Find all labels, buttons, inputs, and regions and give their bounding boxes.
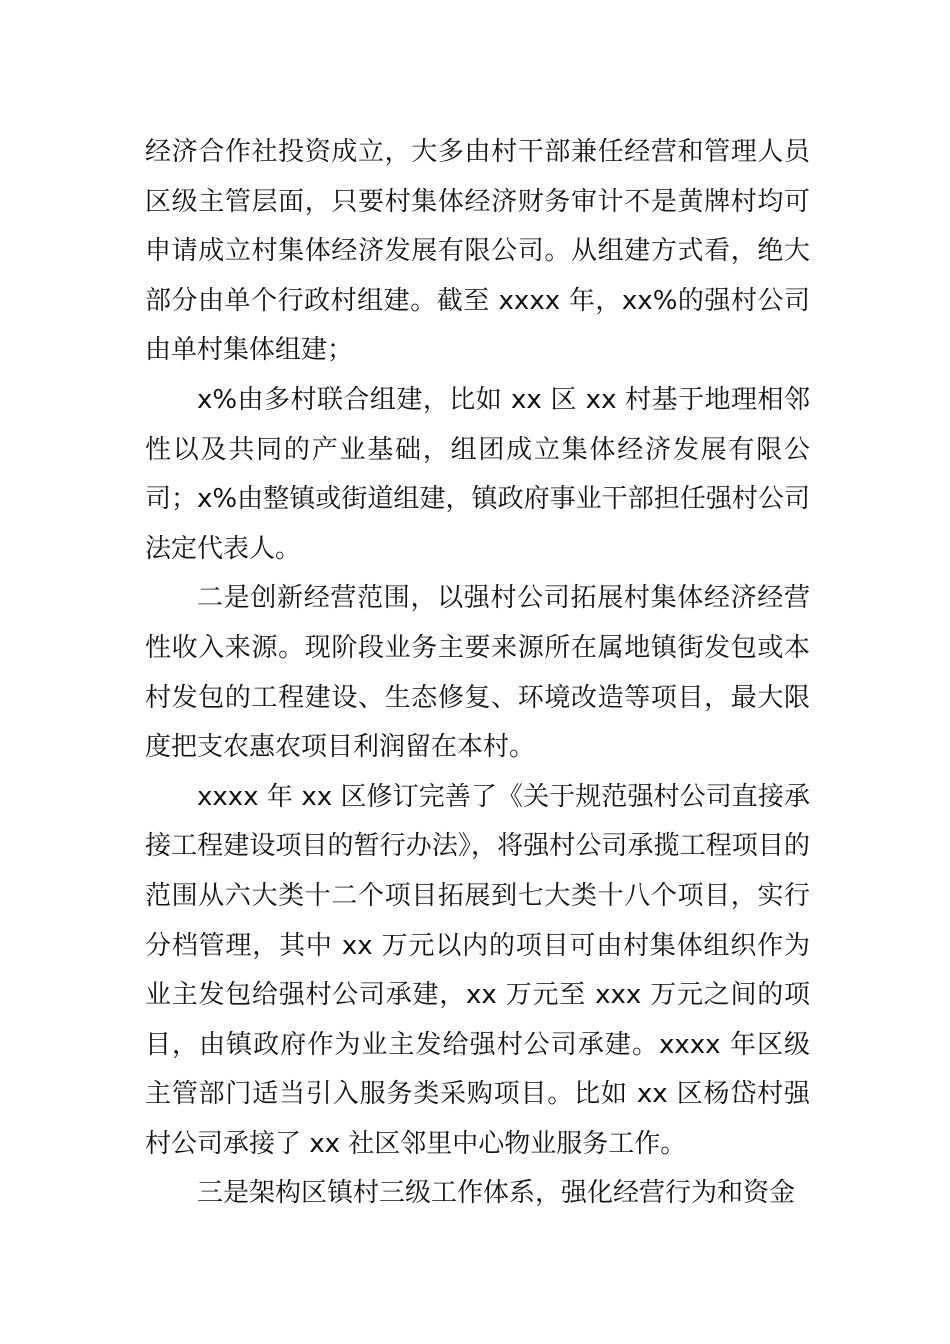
paragraph-4: xxxx 年 xx 区修订完善了《关于规范强村公司直接承接工程建设项目的暂行办法》，将强村公司承揽工程项目的范围从六大类十二个项目拓展到七大类十八个项目，实行分档管理，其中 xx 万元以内的项目可由村集体组织作为业主发包给强村公司承建，xx 万元至 xxx 万元之间的项目，由镇政府作为业主发给强村公司承建。xxxx 年区级主管部门适当引入服务类采购项目。比如 xx 区杨岱村强村公司承接了 xx 社区邻里中心物业服务工作。 [145,781,810,1159]
document-body [145,128,810,1219]
paragraph-1: 经济合作社投资成立，大多由村干部兼任经营和管理人员区级主管层面，只要村集体经济财务审计不是黄牌村均可申请成立村集体经济发展有限公司。从组建方式看，绝大部分由单个行政村组建。截至 xxxx 年，xx%的强村公司由单村集体组建； [145,137,810,366]
paragraph-2: x%由多村联合组建，比如 xx 区 xx 村基于地理相邻性以及共同的产业基础，组团成立集体经济发展有限公司；x%由整镇或街道组建，镇政府事业干部担任强村公司法定代表人。 [145,384,810,564]
paragraph-3: 二是创新经营范围，以强村公司拓展村集体经济经营性收入来源。现阶段业务主要来源所在属地镇街发包或本村发包的工程建设、生态修复、环境改造等项目，最大限度把支农惠农项目利润留在本村。 [145,583,810,763]
paragraph-5: 三是架构区镇村三级工作体系，强化经营行为和资金 [197,1178,796,1209]
